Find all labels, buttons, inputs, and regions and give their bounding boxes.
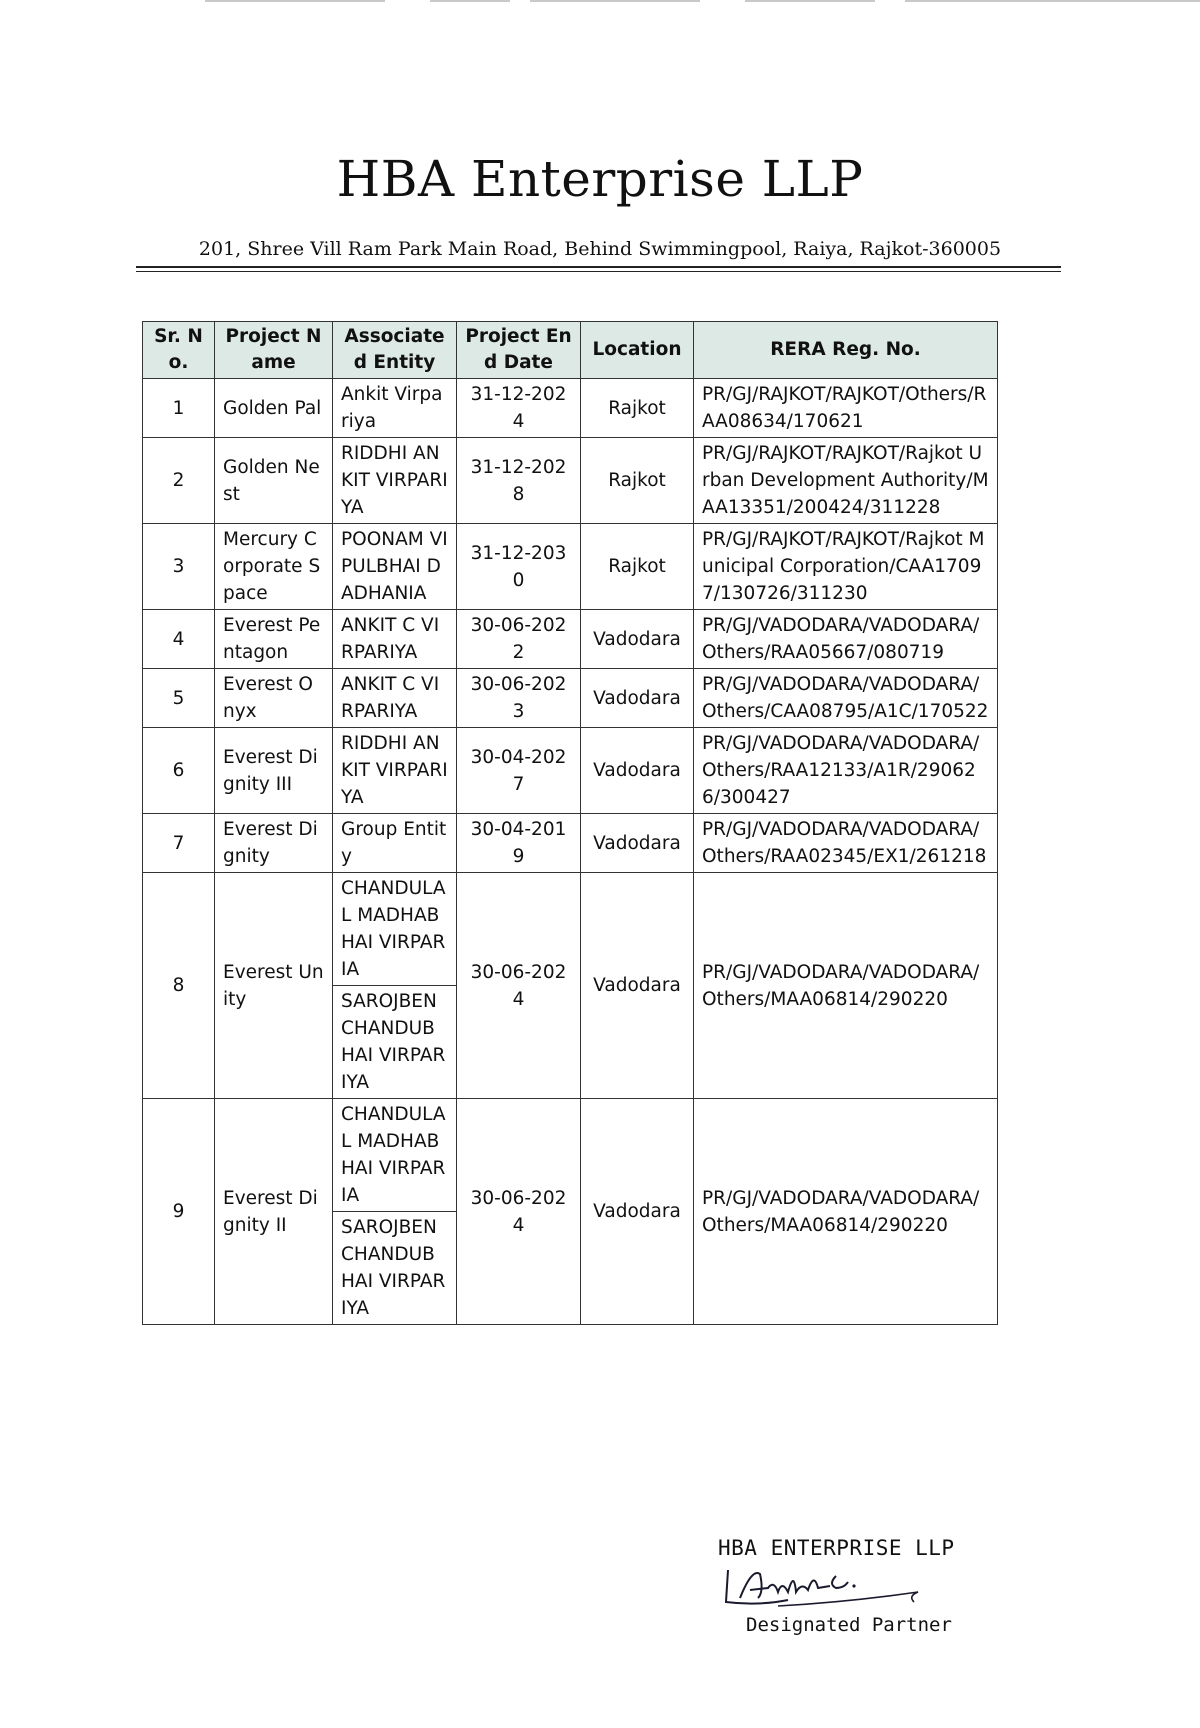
cell-associated-entity: SAROJBEN CHANDUBHAI VIRPARIYA — [333, 1212, 457, 1325]
table-body — [143, 379, 998, 1325]
cell-project-name: Golden Pal — [215, 379, 333, 438]
cell-project-end-date: 30-06-2023 — [457, 669, 581, 728]
scan-artifact-line — [205, 0, 385, 2]
table-row — [143, 873, 998, 986]
cell-project-name: Everest Dignity III — [215, 728, 333, 814]
table-row — [143, 610, 998, 669]
cell-rera-reg-no: PR/GJ/RAJKOT/RAJKOT/Others/RAA08634/170621 — [694, 379, 998, 438]
cell-project-name: Everest Unity — [215, 873, 333, 1099]
cell-rera-reg-no: PR/GJ/VADODARA/VADODARA/Others/RAA02345/EX1/261218 — [694, 814, 998, 873]
cell-rera-reg-no: PR/GJ/RAJKOT/RAJKOT/Rajkot Urban Development Authority/MAA13351/200424/311228 — [694, 438, 998, 524]
column-header-rera-reg-no: RERA Reg. No. — [694, 322, 998, 379]
cell-associated-entity: POONAM VIPULBHAI DADHANIA — [333, 524, 457, 610]
scan-artifact-line — [905, 0, 1200, 2]
cell-associated-entity: CHANDULAL MADHABHAI VIRPARIA — [333, 873, 457, 986]
cell-project-name: Everest Onyx — [215, 669, 333, 728]
cell-sr-no: 4 — [143, 610, 215, 669]
table-row — [143, 1099, 998, 1212]
cell-associated-entity: RIDDHI ANKIT VIRPARIYA — [333, 728, 457, 814]
cell-rera-reg-no: PR/GJ/VADODARA/VADODARA/Others/RAA05667/080719 — [694, 610, 998, 669]
cell-project-end-date: 31-12-2024 — [457, 379, 581, 438]
cell-sr-no: 5 — [143, 669, 215, 728]
cell-project-end-date: 30-06-2022 — [457, 610, 581, 669]
signature-stamp — [718, 1536, 958, 1636]
cell-rera-reg-no: PR/GJ/VADODARA/VADODARA/Others/MAA06814/290220 — [694, 873, 998, 1099]
cell-project-end-date: 31-12-2028 — [457, 438, 581, 524]
scan-artifact-line — [745, 0, 875, 2]
cell-location: Vadodara — [581, 1099, 694, 1325]
cell-sr-no: 9 — [143, 1099, 215, 1325]
cell-project-name: Everest Pentagon — [215, 610, 333, 669]
cell-rera-reg-no: PR/GJ/VADODARA/VADODARA/Others/CAA08795/A1C/170522 — [694, 669, 998, 728]
cell-project-name: Mercury Corporate Space — [215, 524, 333, 610]
cell-location: Vadodara — [581, 669, 694, 728]
handwritten-signature — [718, 1562, 928, 1610]
header-rule-bottom — [136, 271, 1061, 272]
stamp-company-name: HBA ENTERPRISE LLP — [718, 1536, 955, 1560]
table-row — [143, 379, 998, 438]
table-row — [143, 728, 998, 814]
header-rule-top — [136, 266, 1061, 268]
cell-sr-no: 2 — [143, 438, 215, 524]
cell-associated-entity: ANKIT C VIRPARIYA — [333, 669, 457, 728]
cell-sr-no: 7 — [143, 814, 215, 873]
cell-location: Rajkot — [581, 438, 694, 524]
cell-rera-reg-no: PR/GJ/VADODARA/VADODARA/Others/MAA06814/290220 — [694, 1099, 998, 1325]
scan-artifact-line — [530, 0, 700, 2]
cell-project-end-date: 30-04-2027 — [457, 728, 581, 814]
cell-location: Vadodara — [581, 728, 694, 814]
cell-project-end-date: 30-06-2024 — [457, 1099, 581, 1325]
cell-associated-entity: ANKIT C VIRPARIYA — [333, 610, 457, 669]
column-header-location: Location — [581, 322, 694, 379]
column-header-sr-no: Sr. No. — [143, 322, 215, 379]
cell-associated-entity: Ankit Virpariya — [333, 379, 457, 438]
cell-location: Rajkot — [581, 379, 694, 438]
cell-rera-reg-no: PR/GJ/VADODARA/VADODARA/Others/RAA12133/A1R/290626/300427 — [694, 728, 998, 814]
scan-artifact-line — [430, 0, 510, 2]
cell-associated-entity: RIDDHI ANKIT VIRPARIYA — [333, 438, 457, 524]
cell-location: Vadodara — [581, 610, 694, 669]
cell-associated-entity: SAROJBEN CHANDUBHAI VIRPARIYA — [333, 986, 457, 1099]
cell-associated-entity: Group Entity — [333, 814, 457, 873]
cell-project-end-date: 31-12-2030 — [457, 524, 581, 610]
cell-sr-no: 8 — [143, 873, 215, 1099]
cell-sr-no: 1 — [143, 379, 215, 438]
cell-project-name: Golden Nest — [215, 438, 333, 524]
column-header-project-end-date: Project End Date — [457, 322, 581, 379]
cell-associated-entity: CHANDULAL MADHABHAI VIRPARIA — [333, 1099, 457, 1212]
cell-project-name: Everest Dignity — [215, 814, 333, 873]
cell-location: Rajkot — [581, 524, 694, 610]
column-header-project-name: Project Name — [215, 322, 333, 379]
cell-sr-no: 6 — [143, 728, 215, 814]
cell-project-end-date: 30-04-2019 — [457, 814, 581, 873]
cell-location: Vadodara — [581, 873, 694, 1099]
cell-sr-no: 3 — [143, 524, 215, 610]
projects-table — [142, 321, 998, 1325]
table-row — [143, 814, 998, 873]
cell-location: Vadodara — [581, 814, 694, 873]
cell-project-name: Everest Dignity II — [215, 1099, 333, 1325]
column-header-associated-entity: Associated Entity — [333, 322, 457, 379]
company-name: HBA Enterprise LLP — [336, 150, 864, 208]
cell-project-end-date: 30-06-2024 — [457, 873, 581, 1099]
cell-rera-reg-no: PR/GJ/RAJKOT/RAJKOT/Rajkot Municipal Corporation/CAA17097/130726/311230 — [694, 524, 998, 610]
stamp-role: Designated Partner — [746, 1614, 952, 1636]
table-row — [143, 438, 998, 524]
table-row — [143, 524, 998, 610]
table-header-row — [143, 322, 998, 379]
table-row — [143, 669, 998, 728]
company-address: 201, Shree Vill Ram Park Main Road, Behind Swimmingpool, Raiya, Rajkot-360005 — [198, 238, 1002, 260]
